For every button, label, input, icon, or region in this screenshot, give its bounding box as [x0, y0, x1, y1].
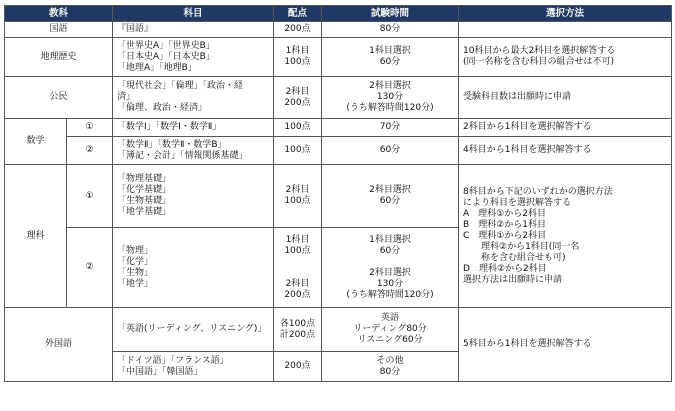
- time-sugaku-1: 70分: [322, 119, 459, 137]
- subject-rika-2: 「物理」 「化学」 「生物」 「地学」: [113, 228, 274, 308]
- group-sugaku-2: ②: [67, 137, 113, 165]
- selection-sugaku-1: 2科目から1科目を選択解答する: [459, 119, 672, 137]
- time-sugaku-2: 60分: [322, 137, 459, 165]
- subject-komin: 「現代社会」「倫理」「政治・経 済」 「倫理、政治・経済」: [113, 77, 274, 119]
- subject-sugaku-2: 「数学Ⅱ」「数学Ⅱ・数学B」 「簿記・会計」「情報関係基礎」: [113, 137, 274, 165]
- selection-sugaku-2: 4科目から1科目を選択解答する: [459, 137, 672, 165]
- points-gaikokugo-other: 200点: [274, 352, 322, 382]
- time-chireki: 1科目選択 60分: [322, 38, 459, 77]
- selection-gaikokugo: 5科目から1科目を選択解答する: [459, 308, 672, 382]
- time-gaikokugo-other: その他 80分: [322, 352, 459, 382]
- points-sugaku-2: 100点: [274, 137, 322, 165]
- subject-kokugo: 『国語』: [113, 22, 274, 38]
- subject-gaikokugo-other: 「ドイツ語」「フランス語」 「中国語」「韓国語」: [113, 352, 274, 382]
- time-komin: 2科目選択 130分 (うち解答時間120分): [322, 77, 459, 119]
- header-selection: 選択方法: [459, 6, 672, 22]
- subject-chireki: 「世界史A」「世界史B」 「日本史A」「日本史B」 「地理A」「地理B」: [113, 38, 274, 77]
- area-kokugo: 国語: [5, 22, 113, 38]
- points-chireki: 1科目 100点: [274, 38, 322, 77]
- area-komin: 公民: [5, 77, 113, 119]
- group-rika-2: ②: [67, 228, 113, 308]
- row-chireki: [5, 38, 672, 77]
- row-sugaku-2: [5, 137, 672, 165]
- row-komin: [5, 77, 672, 119]
- exam-subjects-table: [4, 5, 672, 382]
- subject-sugaku-1: 「数学Ⅰ」「数学Ⅰ・数学Ⅱ」: [113, 119, 274, 137]
- area-chireki: 地理歴史: [5, 38, 113, 77]
- header-exam-time: 試験時間: [322, 6, 459, 22]
- header-row: [5, 6, 672, 22]
- area-rika: 理科: [5, 165, 67, 308]
- points-gaikokugo-english: 各100点 計200点: [274, 308, 322, 352]
- row-kokugo: [5, 22, 672, 38]
- group-rika-1: ①: [67, 165, 113, 228]
- points-rika-2: 1科目 100点 2科目 200点: [274, 228, 322, 308]
- points-kokugo: 200点: [274, 22, 322, 38]
- time-rika-2: 1科目選択 60分 2科目選択 130分 (うち解答時間120分): [322, 228, 459, 308]
- group-sugaku-1: ①: [67, 119, 113, 137]
- header-points: 配点: [274, 6, 322, 22]
- subject-gaikokugo-english: 「英語(リーディング、リスニング)」: [113, 308, 274, 352]
- selection-kokugo-empty: [459, 22, 672, 38]
- time-kokugo: 80分: [322, 22, 459, 38]
- row-sugaku-1: [5, 119, 672, 137]
- selection-rika: 8科目から下記のいずれかの選択方法 により科目を選択解答する A 理科①から2科目 B 理科②から1科目 C 理科①から2科目 理科②から1科目(同一名 称を含む組合せも可) D 理科②から2科目 選択方法は出願時に申請: [459, 165, 672, 308]
- subject-rika-1: 「物理基礎」 「化学基礎」 「生物基礎」 「地学基礎」: [113, 165, 274, 228]
- row-gaikokugo-1: [5, 308, 672, 352]
- time-gaikokugo-english: 英語 リーディング80分 リスニング60分: [322, 308, 459, 352]
- row-rika-1: [5, 165, 672, 228]
- area-gaikokugo: 外国語: [5, 308, 113, 382]
- selection-komin: 受験科目数は出願時に申請: [459, 77, 672, 119]
- points-sugaku-1: 100点: [274, 119, 322, 137]
- time-rika-1: 2科目選択 60分: [322, 165, 459, 228]
- area-sugaku: 数学: [5, 119, 67, 165]
- selection-chireki: 10科目から最大2科目を選択解答する (同一名称を含む科目の組合せは不可): [459, 38, 672, 77]
- points-rika-1: 2科目 100点: [274, 165, 322, 228]
- points-komin: 2科目 200点: [274, 77, 322, 119]
- header-subject: 科目: [113, 6, 274, 22]
- header-subject-area: 教科: [5, 6, 113, 22]
